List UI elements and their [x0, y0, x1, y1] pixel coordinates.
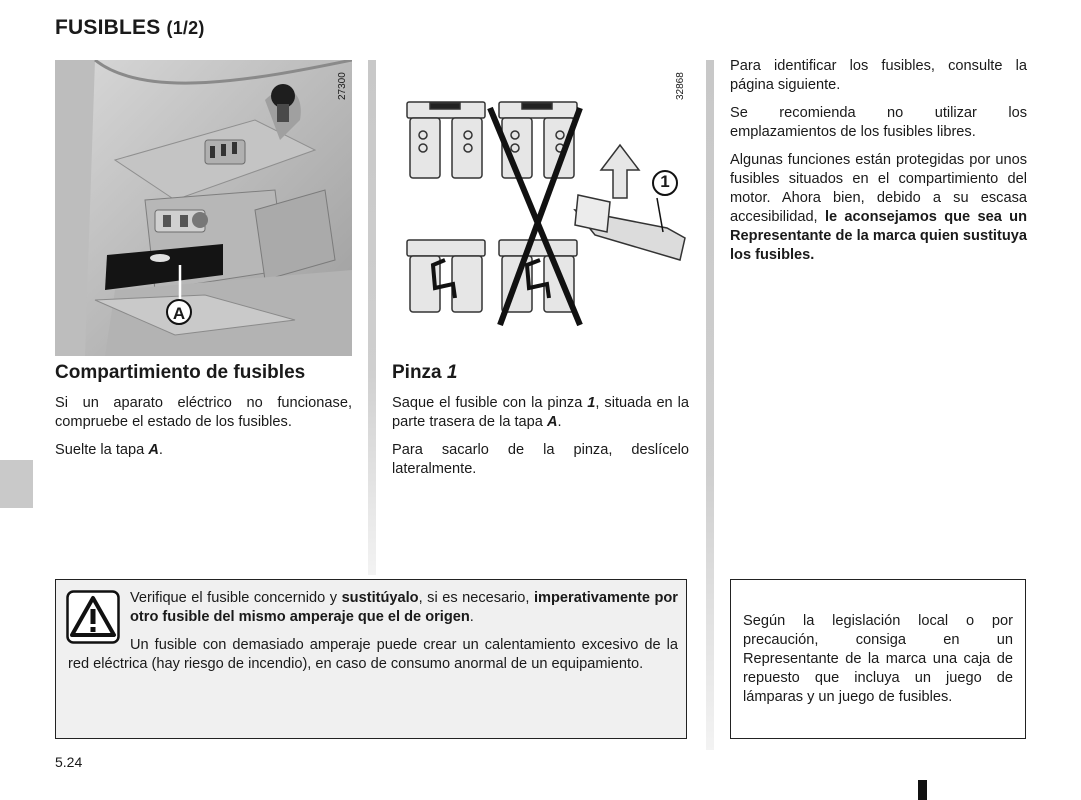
text-segment: Verifique el fusible concernido y: [130, 590, 342, 606]
figure-fuse-compartment: [55, 60, 352, 356]
text-bold: sustitúyalo: [341, 590, 419, 606]
text-segment: , situada en la parte trasera de la tapa: [392, 395, 689, 430]
corner-mark: [918, 780, 927, 800]
callout-a: A: [172, 304, 186, 323]
text-segment: Saque el fusible con la pinza: [392, 395, 588, 411]
paragraph-engine-fuses: [730, 151, 1027, 265]
heading-fuse-compartment: Compartimiento de fusibles: [55, 362, 306, 383]
callout-1: 1: [660, 172, 670, 191]
paragraph-check-fuses: Si un aparato eléctrico no funcionase, compruebe el estado de los fusibles.: [55, 395, 352, 430]
column-divider-1: [368, 60, 376, 575]
text-bold: imperativamente por otro fusible del mismo amperaje que el de origen: [130, 590, 678, 625]
paragraph-identify-fuses: Para identificar los fusibles, consulte la página siguiente.: [730, 58, 1027, 93]
column-divider-2: [706, 60, 714, 750]
text-segment: .: [557, 414, 562, 430]
column-info: [730, 57, 1027, 274]
text-segment: Algunas funciones están protegidas por unos fusibles situados en el compartimiento del motor. Ahora bien, debido a su escasa accesibilidad,: [730, 152, 1027, 225]
heading-text: Pinza: [392, 362, 447, 383]
title-subtitle: (1/2): [166, 18, 205, 38]
paragraph-slide-out: Para sacarlo de la pinza, deslícelo lateralmente.: [392, 442, 689, 477]
paragraph-remove-fuse: [392, 394, 689, 432]
column-fuse-compartment: [55, 362, 352, 469]
text-segment: .: [158, 442, 163, 458]
warning-paragraph-1: [68, 589, 678, 627]
chapter-tab: [0, 460, 33, 508]
note-text: Según la legislación local o por precaución, consiga en un Representante de la marca una caja de repuesto que incluya un juego de lámparas y un juego de fusibles.: [743, 613, 1013, 705]
text-segment: , si es necesario,: [418, 590, 534, 606]
warning-box: [55, 579, 687, 739]
text-bold: le aconsejamos que sea un Representante de la marca quien sustituya los fusibles.: [730, 209, 1027, 263]
warning-text: [68, 589, 678, 683]
text-emphasis: A: [148, 442, 159, 458]
heading-emphasis: 1: [446, 362, 458, 383]
figure-fuse-pliers: [395, 60, 692, 356]
figure-number-left: 27300: [337, 72, 348, 100]
dashboard-illustration: [55, 60, 352, 356]
title-main: FUSIBLES: [55, 16, 161, 39]
paragraph-release-cover: [55, 441, 352, 460]
text-emphasis: 1: [587, 395, 596, 411]
page-number: 5.24: [55, 754, 83, 770]
note-box: [730, 579, 1026, 739]
fuse-diagram: [395, 60, 692, 356]
figure-number-middle: 32868: [675, 72, 686, 100]
column-pliers: [392, 362, 689, 488]
text-emphasis: A: [546, 414, 558, 430]
text-segment: .: [469, 609, 474, 625]
warning-paragraph-2: Un fusible con demasiado amperaje puede crear un calentamiento excesivo de la red eléctrica (hay riesgo de incendio), en caso de consumo anormal de un equipamiento.: [68, 637, 678, 672]
page-title: [55, 16, 205, 40]
paragraph-free-slots: Se recomienda no utilizar los emplazamientos de los fusibles libres.: [730, 105, 1027, 140]
heading-pliers: [392, 362, 689, 384]
text-segment: Suelte la tapa: [55, 442, 149, 458]
